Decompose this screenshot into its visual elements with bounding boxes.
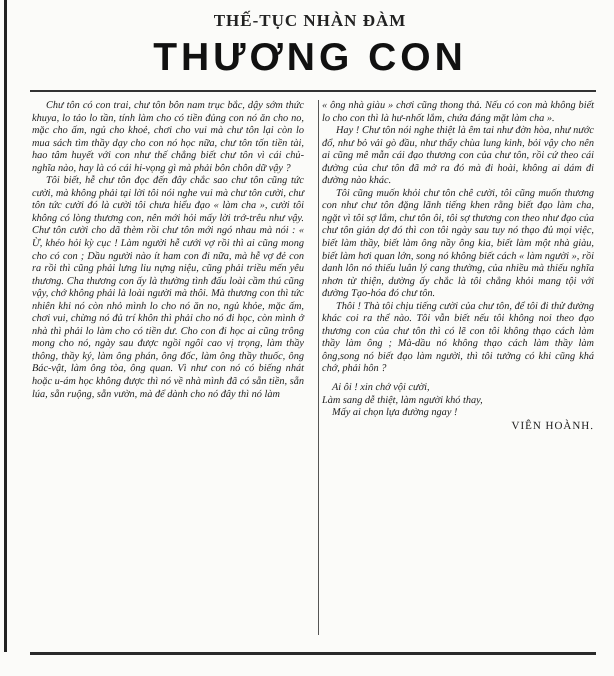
- paragraph: Hay ! Chư tôn nói nghe thiệt là êm tai như đờn hòa, như nước đổ, như bỏ vải gò đầu, như thẩy chùa lung kinh, bỏi vậy cho nên ai cũng mê mẫn cái đạo thương con của chư tôn, rồi cứ theo cái đường của chư tôn đã mở ra đó mà đi hoài, không ai dám đi đường nào khác.: [322, 125, 594, 187]
- left-column: [32, 100, 304, 401]
- paragraph: Tôi cũng muốn khỏi chư tôn chê cười, tôi cũng muốn thương con như chư tôn đặng lãnh tiếng khen rằng biết đạo làm cha, ngặt vì tôi sợ lắm, chư tôn ôi, tôi sợ thương con theo như đạo của chư tôn giản dợ đó thì con tôi ngày sau tuy nó thạo đủ mọi việc, biết làm thầy, biết làm ông nầy ông kia, biết làm một nhà giàu, biết làm hơi quan lớn, song nó không biết cách « làm người », rồi danh lôn nó thiếu luân lý cang thường, của nhiều mà thiếu nghĩa nhơn từ thiện, dường ấy chắc là tôi chẳng khỏi mang tội với đường Tạo-hóa đó chư tôn.: [322, 187, 594, 300]
- paragraph: Chư tôn có con trai, chư tôn bôn nam trục bắc, dậy sớm thức khuya, lo tảo lo tần, tính làm cho có tiền đủng con nó ăn cho no, mặc cho ấm, ngủ cho khoẻ, chơi cho vui mà chư tôn lại còn lo mua sách tìm thầy dạy cho con nó học nữa, chư tôn tốn tiền tài, hao tâm huyết với con như thế chẳng biết chư tôn vì cái chủ-nghĩa nào, hay là có cái hi-vọng gì mà phải bôn chôn dữ vậy ?: [32, 100, 304, 174]
- right-column: [322, 100, 594, 432]
- article-title: THƯƠNG CON: [153, 36, 467, 79]
- paragraph: Thôi ! Thà tôi chịu tiếng cười của chư tôn, để tôi đi thử đường khác coi ra thể nào. Tôi vẫn biết nếu tôi không noi theo đạo thương con của chư tôn thì có lẽ con tôi không thạo cách làm thầy làm ông ; Mà-dầu nó không thạo cách làm thầy làm ông,song nó biết đạo làm người, thì tôi tưởng có khi cũng khá chớ, phải hôn ?: [322, 300, 594, 375]
- verse-line: Mấy ai chọn lựa đường ngay !: [332, 407, 458, 419]
- column-kicker: THẾ-TỤC NHÀN ĐÀM: [213, 11, 407, 30]
- header-divider: [30, 90, 596, 92]
- paragraph: « ông nhà giàu » chơi cũng thong thả. Nếu có con mà không biết lo cho con thì là hư-nhốt lắm, chứa đáng mặt làm cha ».: [322, 100, 594, 124]
- article-body: [32, 100, 598, 640]
- article-header: [30, 10, 590, 80]
- page-bottom-border: [30, 652, 596, 655]
- verse-line: Ai ôi ! xin chớ vội cười,: [332, 382, 430, 394]
- paragraph: Tôi biết, hễ chư tôn đọc đến đây chắc sao chư tôn cũng tức cười, mà không phải tại lời tôi nói nghe vui mà chư tôn cười, chư tôn tức cười đó là cười tôi chưa hiểu đạo « làm cha », cười tôi không có lòng thương con, nên mới hỏi mấy lời trớ-trêu như vậy. Chư tôn cười cho dã thèm rồi chư tôn mới ngó nhau mà nói : « Ừ, khéo hỏi kỳ cục ! Làm người hễ cưới vợ rồi thì ai cũng mong cho có con ; Dầu người nào ít ham con đi nữa, mà hễ vợ đẻ con ra rồi thì cũng phải lưng liu nựng niệu, cũng phải triều mến yêu thương. Cha thương con ấy là thường tình đấu loài cầm thú cũng vậy, chớ không phải là loài người mà thôi. Mà thương con thì tức nhiên khi nó còn nhỏ mình lo cho nó ăn no, ngủ khỏe, mặc ấm, chơi vui, chừng nó đủ trí khôn thì phải cho nó đi học, còn mình ở nhà thì phải lo làm cho có tiền dư. Cho con đi học ai cũng trông mong cho nó, ngày sau được ngồi ngôi cao vị trọng, làm thầy thông, thầy ký, làm ông phán, ông đốc, làm ông thầy thuốc, ông Bác-vật, làm ông tòa, ông quan. Vì như con nó có biếng nhát hoặc u-ám học không được thì nó về nhà mình đã có sẵn tiền, sẵn lúa, sẵn ruộng, sẵn vườn, mà để dành cho nó đây thì nó làm: [32, 175, 304, 400]
- author-signature: VIÊN HOÀNH.: [511, 419, 594, 432]
- page-left-border: [4, 0, 7, 652]
- verse-line: Làm sang dễ thiệt, làm người khó thay,: [322, 394, 483, 406]
